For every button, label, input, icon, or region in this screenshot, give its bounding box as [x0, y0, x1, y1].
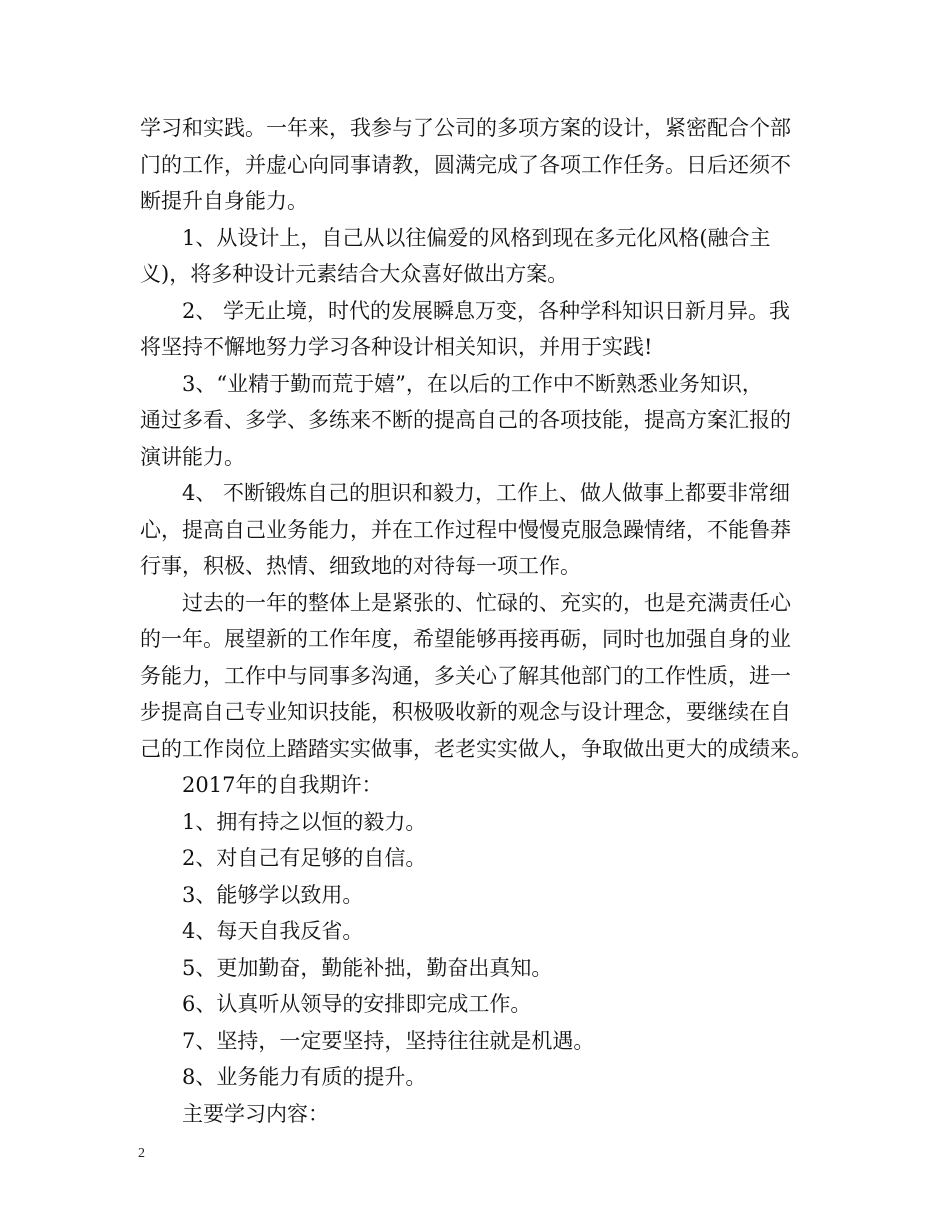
text-line: 步提高自己专业知识技能，积极吸收新的观念与设计理念，要继续在自 — [140, 700, 791, 724]
expectation-item: 2、对自己有足够的自信。 — [182, 846, 427, 870]
expectation-item: 1、拥有持之以恒的毅力。 — [182, 809, 427, 834]
expectation-item: 6、认真听从领导的安排即完成工作。 — [182, 992, 532, 1016]
text-line: 将坚持不懈地努力学习各种设计相关知识，并用于实践! — [140, 335, 653, 359]
paragraph-item-4: 4、 不断锻炼自己的胆识和毅力，工作上、做人做事上都要非常细 — [182, 481, 791, 505]
text-line: 断提升自身能力。 — [140, 189, 308, 213]
expectation-item: 5、更加勤奋，勤能补拙，勤奋出真知。 — [182, 955, 553, 980]
expectation-item: 4、每天自我反省。 — [182, 919, 364, 943]
document-body — [140, 110, 820, 1132]
text-line: 演讲能力。 — [140, 444, 245, 469]
text-line: 己的工作岗位上踏踏实实做事，老老实实做人，争取做出更大的成绩来。 — [140, 736, 812, 761]
paragraph-item-2: 2、 学无止境，时代的发展瞬息万变，各种学科知识日新月异。我 — [182, 298, 791, 323]
text-line: 门的工作，并虚心向同事请教，圆满完成了各项工作任务。日后还须不 — [140, 152, 791, 177]
text-line: 行事，积极、热情、细致地的对待每一项工作。 — [140, 554, 581, 578]
summary-paragraph: 过去的一年的整体上是紧张的、忙碌的、充实的，也是充满责任心 — [182, 590, 791, 615]
text-line: 义)，将多种设计元素结合大众喜好做出方案。 — [140, 262, 569, 286]
text-line: 通过多看、多学、多练来不断的提高自己的各项技能，提高方案汇报的 — [140, 408, 791, 432]
expectation-item: 7、坚持，一定要坚持，坚持往往就是机遇。 — [182, 1028, 595, 1053]
expectation-item: 8、业务能力有质的提升。 — [182, 1065, 427, 1089]
text-line: 学习和实践。一年来，我参与了公司的多项方案的设计，紧密配合个部 — [140, 116, 791, 140]
expectation-item: 3、能够学以致用。 — [182, 882, 364, 907]
study-content-heading: 主要学习内容： — [182, 1101, 329, 1126]
page-number: 2 — [138, 1146, 145, 1161]
paragraph-item-3: 3、“业精于勤而荒于嬉”，在以后的工作中不断熟悉业务知识， — [182, 371, 763, 396]
paragraph-item-1: 1、从设计上，自己从以往偏爱的风格到现在多元化风格(融合主 — [182, 225, 771, 250]
text-line: 的一年。展望新的工作年度，希望能够再接再砺，同时也加强自身的业 — [140, 627, 791, 651]
expectations-heading: 2017年的自我期许： — [182, 773, 383, 797]
text-line: 心，提高自己业务能力，并在工作过程中慢慢克服急躁情绪，不能鲁莽 — [140, 517, 791, 542]
text-line: 务能力，工作中与同事多沟通，多关心了解其他部门的工作性质，进一 — [140, 663, 791, 688]
